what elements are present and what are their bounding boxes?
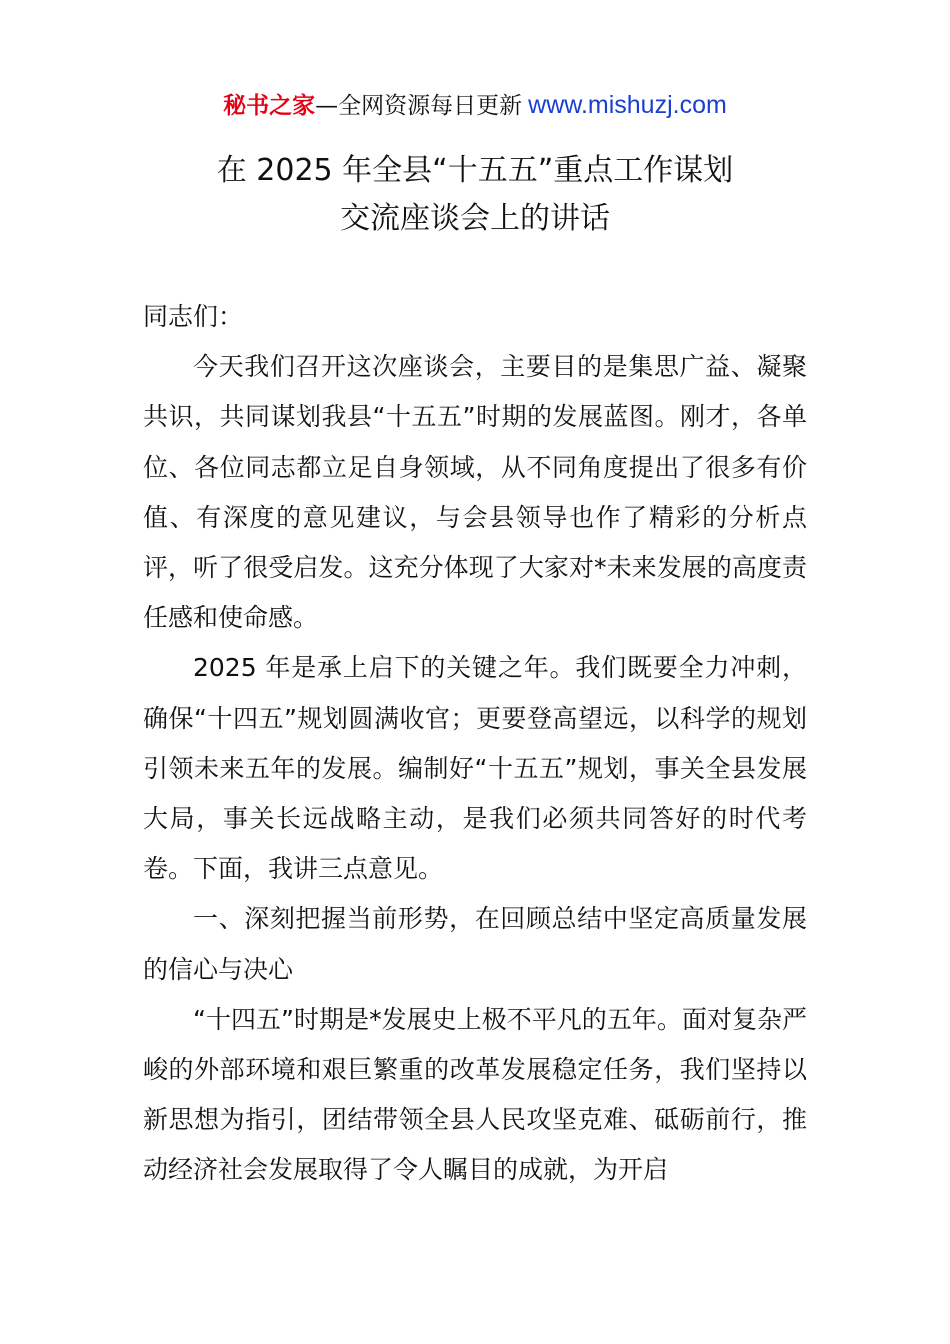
salutation: 同志们： [143, 302, 244, 331]
header-slogan: —全网资源每日更新 [315, 93, 523, 119]
paragraph-key-year: 2025 年是承上启下的关键之年。我们既要全力冲刺，确保“十四五”规划圆满收官；更要登高望远，以科学的规划引领未来五年的发展。编制好“十五五”规划，事关全县发展大局，事关长远战略主动，是我们必须共同答好的时代考卷。下面，我讲三点意见。 [143, 653, 807, 884]
paragraph-intro: 今天我们召开这次座谈会，主要目的是集思广益、凝聚共识，共同谋划我县“十五五”时期的发展蓝图。刚才，各单位、各位同志都立足自身领域，从不同角度提出了很多有价值、有深度的意见建议，与会县领导也作了精彩的分析点评，听了很受启发。这充分体现了大家对*未来发展的高度责任感和使命感。 [143, 352, 807, 633]
title-line-1: 在 2025 年全县“十五五”重点工作谋划 [216, 153, 734, 188]
site-url-link[interactable]: www.mishuzj.com [528, 91, 727, 119]
site-header [0, 88, 950, 123]
brand-name: 秘书之家 [223, 93, 316, 119]
document-title [0, 147, 950, 243]
document-body [143, 292, 807, 1196]
section-heading-1: 一、深刻把握当前形势，在回顾总结中坚定高质量发展的信心与决心 [143, 904, 807, 984]
title-line-2: 交流座谈会上的讲话 [340, 201, 610, 236]
paragraph-review: “十四五”时期是*发展史上极不平凡的五年。面对复杂严峻的外部环境和艰巨繁重的改革发展稳定任务，我们坚持以新思想为指引，团结带领全县人民攻坚克难、砥砺前行，推动经济社会发展取得了令人瞩目的成就，为开启 [143, 1004, 807, 1185]
